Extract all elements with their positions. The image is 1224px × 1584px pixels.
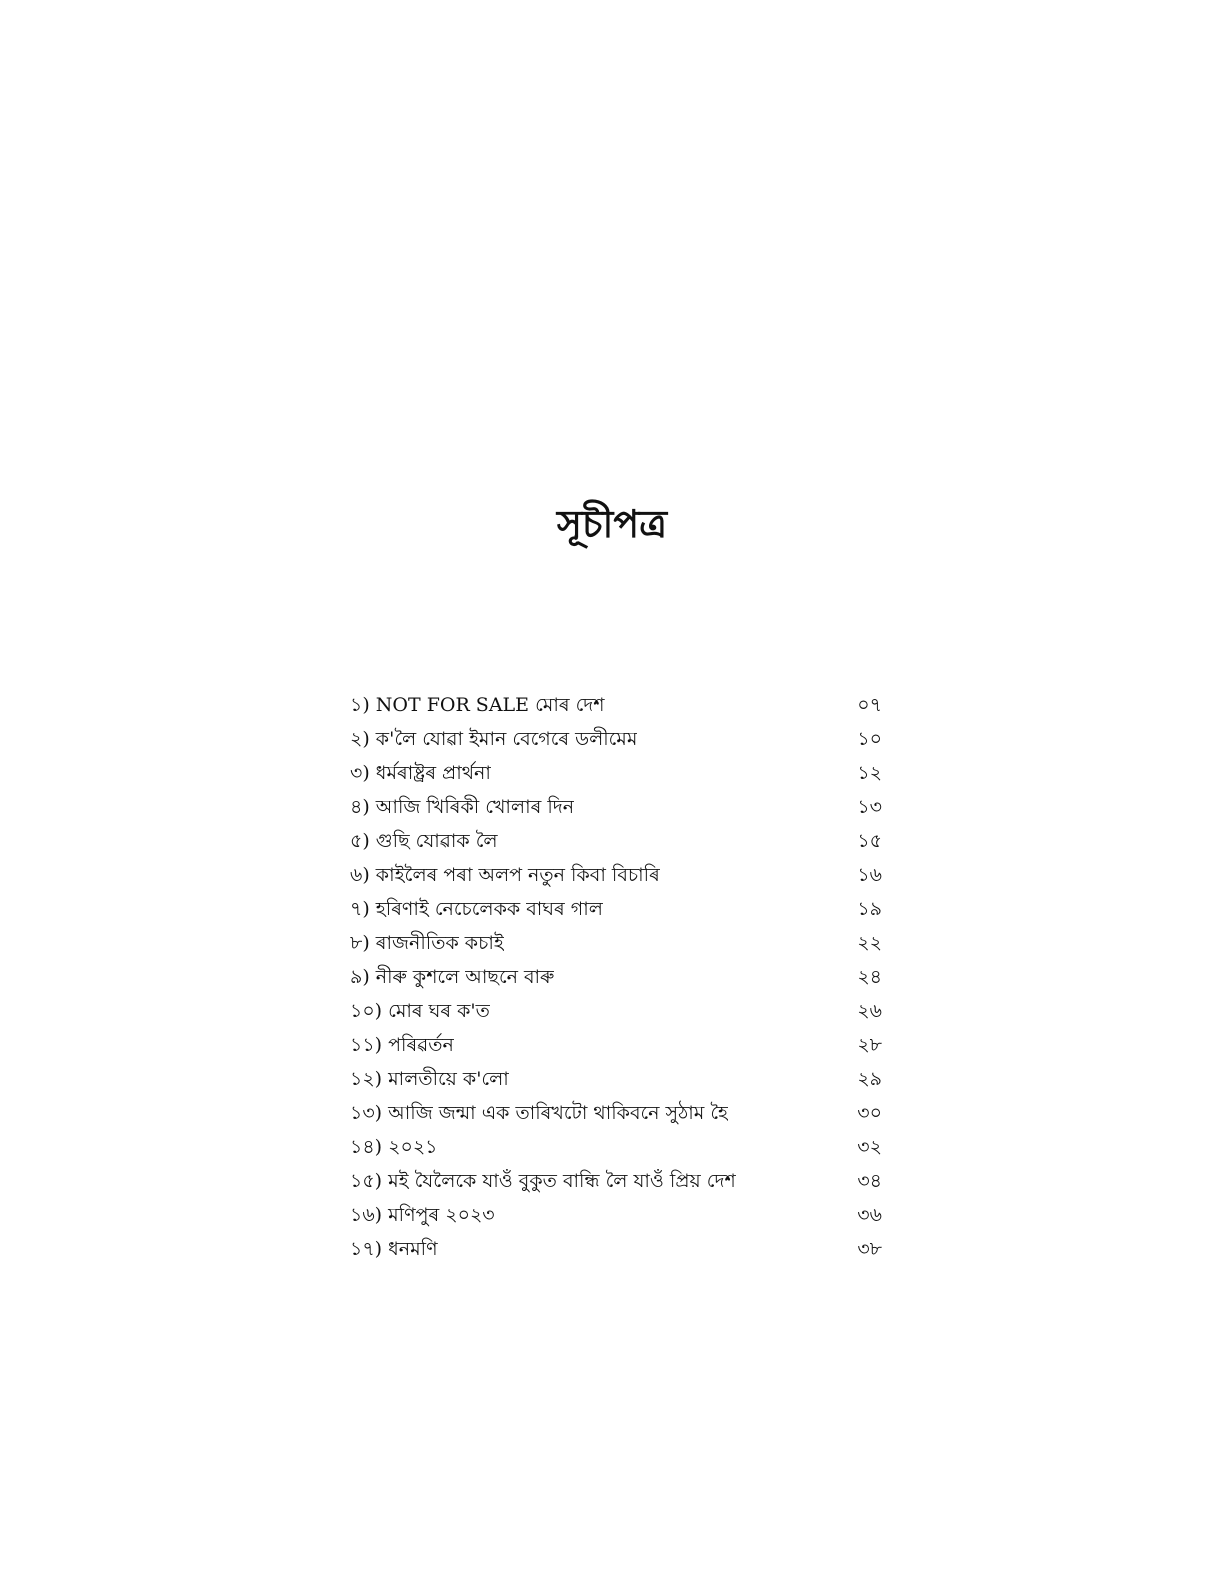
toc-entry-page-number: ২৮: [857, 1034, 882, 1056]
toc-entry-title: ১২) মালতীয়ে ক'লো: [350, 1068, 509, 1090]
toc-entry-title: ৯) নীৰু কুশলে আছনে বাৰু: [350, 966, 555, 988]
toc-entry: [350, 1198, 882, 1232]
toc-entry-title: ২) ক'লৈ যোৱা ইমান বেগেৰে ডলীমেম: [350, 728, 638, 750]
toc-entry-page-number: ২৯: [857, 1068, 882, 1090]
toc-entry: [350, 960, 882, 994]
toc-entry: [350, 722, 882, 756]
toc-entry-page-number: ৩০: [857, 1102, 882, 1124]
toc-entry: [350, 926, 882, 960]
toc-entry: [350, 1130, 882, 1164]
toc-entry-page-number: ৩৮: [857, 1238, 882, 1260]
toc-entry: [350, 892, 882, 926]
toc-entry-title: ১১) পৰিৱৰ্তন: [350, 1034, 454, 1056]
toc-entry: [350, 1232, 882, 1266]
toc-entry: [350, 824, 882, 858]
toc-entry-page-number: ৩৬: [857, 1204, 882, 1226]
toc-entry: [350, 1096, 882, 1130]
toc-entry-title: ১০) মোৰ ঘৰ ক'ত: [350, 1000, 490, 1022]
toc-entry-page-number: ১৫: [857, 830, 882, 852]
toc-entry: [350, 790, 882, 824]
toc-entry-page-number: ৩৪: [857, 1170, 882, 1192]
toc-entry: [350, 688, 882, 722]
page-title: সূচীপত্ৰ: [556, 501, 668, 546]
toc-entry-title: ১৫) মই যৈলৈকে যাওঁ বুকুত বান্ধি লৈ যাওঁ প্ৰিয় দেশ: [350, 1170, 736, 1192]
toc-entry: [350, 756, 882, 790]
toc-entry-title: ৮) ৰাজনীতিক কচাই: [350, 932, 504, 954]
toc-entry-page-number: ১৯: [857, 898, 882, 920]
toc-entry: [350, 1028, 882, 1062]
toc-entry-page-number: ১০: [857, 728, 882, 750]
toc-entry-title: ১৬) মণিপুৰ ২০২৩: [350, 1204, 495, 1226]
toc-entry-page-number: ১৬: [857, 864, 882, 886]
toc-entry-page-number: ২২: [857, 932, 882, 954]
table-of-contents: [350, 688, 882, 1266]
toc-entry-page-number: ০৭: [857, 694, 882, 716]
toc-entry-title: ১৭) ধনমণি: [350, 1238, 438, 1260]
toc-entry-page-number: ১২: [857, 762, 882, 784]
toc-entry-title: ৪) আজি খিৰিকী খোলাৰ দিন: [350, 796, 575, 818]
toc-entry-page-number: ২৬: [857, 1000, 882, 1022]
toc-entry-title: ৫) গুছি যোৱাক লৈ: [350, 830, 498, 852]
toc-entry-title: ৭) হৰিণাই নেচেলেকক বাঘৰ গাল: [350, 898, 603, 920]
toc-entry-title: ১৪) ২০২১: [350, 1136, 438, 1158]
toc-entry-title: ১৩) আজি জন্মা এক তাৰিখটো থাকিবনে সুঠাম হৈ: [350, 1102, 729, 1124]
toc-entry: [350, 858, 882, 892]
toc-entry: [350, 994, 882, 1028]
toc-entry: [350, 1062, 882, 1096]
toc-entry-page-number: ১৩: [857, 796, 882, 818]
toc-entry-title: ১) NOT FOR SALE মোৰ দেশ: [350, 694, 605, 716]
toc-entry: [350, 1164, 882, 1198]
toc-entry-page-number: ২৪: [857, 966, 882, 988]
toc-entry-page-number: ৩২: [857, 1136, 882, 1158]
toc-entry-title: ৩) ধৰ্মৰাষ্ট্ৰৰ প্ৰাৰ্থনা: [350, 762, 491, 784]
toc-entry-title: ৬) কাইলৈৰ পৰা অলপ নতুন কিবা বিচাৰি: [350, 864, 660, 886]
